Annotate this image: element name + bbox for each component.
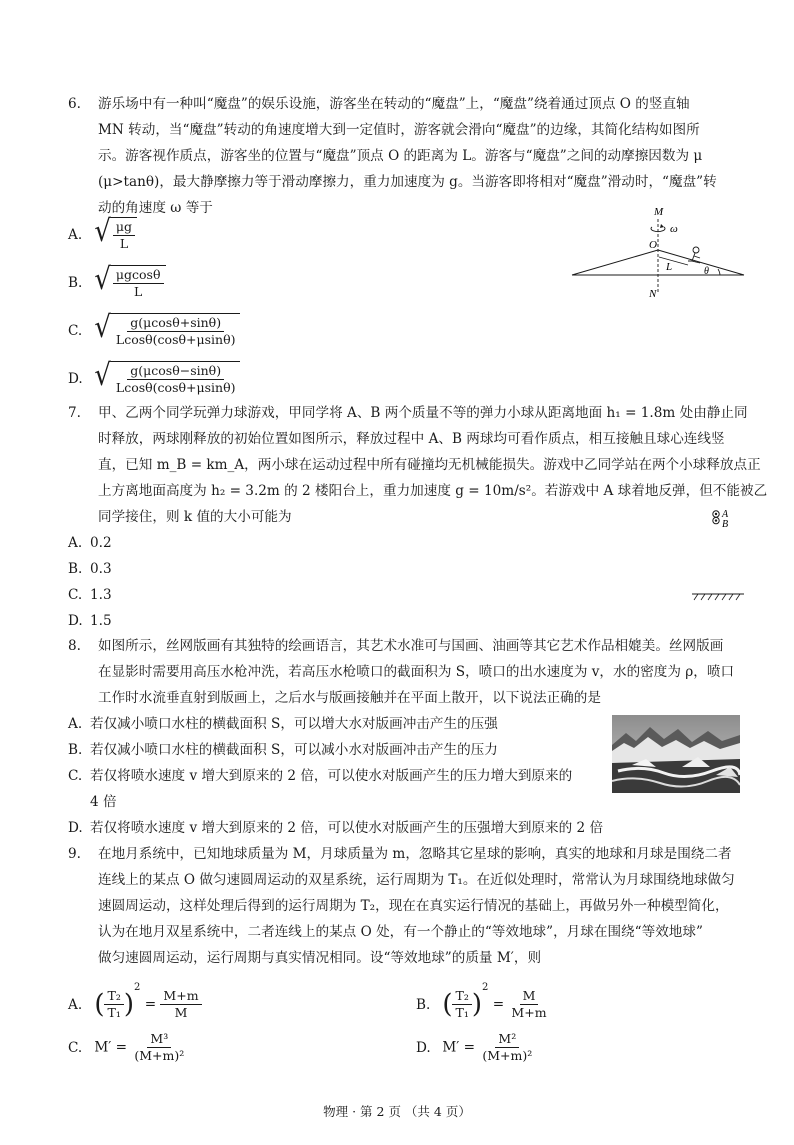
question-text-line: 示。游客视作质点，游客坐的位置与“魔盘”顶点 O 的距离为 L。游客与“魔盘”之间的动摩擦因数为 μ — [98, 148, 703, 164]
option-d[interactable] — [416, 1031, 535, 1064]
denominator: Lcosθ(cosθ+μsinθ) — [115, 332, 236, 347]
denominator: M+m — [511, 1005, 547, 1020]
numerator: μg — [113, 219, 135, 236]
disk-left-slope — [572, 250, 658, 275]
option-c[interactable] — [68, 586, 112, 604]
numerator: T₂ — [104, 988, 123, 1005]
option-c[interactable] — [68, 1031, 187, 1064]
option-text: 若仅将喷水速度 v 增大到原来的 2 倍，可以使水对版画产生的压力增大到原来的 — [90, 768, 573, 784]
option-label: C. — [68, 322, 83, 339]
option-label: D. — [68, 820, 83, 836]
sqrt-expression: √ $\frac{\mu gcos\theta}{L}$ — [94, 265, 165, 300]
question-text-line: 在地月系统中，已知地球质量为 M，月球质量为 m，忽略其它星球的影响，真实的地球和月球是围绕二者 — [98, 846, 732, 862]
option-a[interactable] — [68, 214, 137, 252]
question-number: 9. — [68, 846, 81, 862]
option-label: A. — [68, 535, 83, 551]
option-c-continued — [68, 793, 117, 811]
label-n: N — [649, 288, 657, 300]
option-label: A. — [68, 226, 83, 243]
label-b: B — [722, 519, 729, 530]
question-text-line: 速圆周运动，这样处理后得到的运行周期为 T₂，现在在真实运行情况的基础上，再做另外一种模型简化， — [98, 898, 729, 914]
option-a[interactable]: A. ( $\frac{\text{T₂}}{\text{T₁}}$ )$^2$ = $\frac{M+m}{M}$ — [68, 979, 202, 1021]
question-text-line: MN 转动，当“魔盘”转动的角速度增大到一定值时，游客就会滑向“魔盘”的边缘，其简化结构如图所 — [98, 122, 700, 138]
option-text: 若仅减小喷口水柱的横截面积 S，可以减小水对版画冲击产生的压力 — [90, 742, 498, 758]
option-label: D. — [68, 613, 83, 629]
question-text-line: 上方离地面高度为 h₂ = 3.2m 的 2 楼阳台上，重力加速度 g = 10m/s²。若游戏中 A 球着地反弹，但不能被乙 — [98, 483, 768, 499]
length-l-line — [659, 257, 688, 265]
option-text: 1.5 — [90, 613, 112, 629]
option-text: 0.3 — [90, 561, 112, 577]
numerator: T₂ — [452, 988, 471, 1005]
sqrt-expression: √ $\frac{g(\mu\cos\theta+\sin\theta)}{Lcos\theta(\cos\theta+\mu\sin\theta)}$ — [94, 313, 240, 348]
question-text-line: 直，已知 m_B = km_A，两小球在运动过程中所有碰撞均无机械能损失。游戏中乙同学站在两个小球释放点正 — [98, 457, 761, 473]
question-text-line: 动的角速度 ω 等于 — [98, 200, 213, 216]
option-a[interactable] — [68, 534, 112, 552]
option-label: D. — [416, 1039, 431, 1056]
label-theta: θ — [704, 266, 709, 277]
numerator: μgcosθ — [113, 267, 164, 284]
question-text-line: 如图所示，丝网版画有其独特的绘画语言，其艺术水准可与国画、油画等其它艺术作品相媲美。丝网版画 — [98, 638, 724, 654]
option-d[interactable] — [68, 819, 603, 837]
question-text-line: 甲、乙两个同学玩弹力球游戏，甲同学将 A、B 两个质量不等的弹力小球从距离地面 h₁ = 1.8m 处由静止同 — [98, 405, 748, 421]
option-label: B. — [68, 742, 83, 758]
option-label: C. — [68, 587, 83, 603]
visitor-head-icon — [693, 247, 699, 253]
question-text-line: 工作时水流垂直射到版画上，之后水与版画接触并在平面上散开，以下说法正确的是 — [98, 690, 601, 706]
option-d[interactable] — [68, 358, 240, 396]
question-text-line: 同学接住，则 k 值的大小可能为 — [98, 509, 292, 525]
option-c[interactable] — [68, 767, 572, 785]
denominator: (M+m)² — [482, 1048, 533, 1063]
numerator: M³ — [147, 1031, 171, 1048]
numerator: g(μcosθ−sinθ) — [127, 363, 224, 380]
option-b[interactable] — [68, 741, 498, 759]
option-label: C. — [68, 1039, 83, 1056]
option-text: 0.2 — [90, 535, 112, 551]
ground-hatch-figure — [690, 592, 746, 602]
screen-print-image — [612, 715, 740, 793]
numerator: M+m — [160, 988, 201, 1005]
ball-b-center — [715, 519, 717, 521]
option-label: B. — [68, 561, 83, 577]
denominator: T₁ — [455, 1005, 469, 1020]
question-text-line: 连线上的某点 O 做匀速圆周运动的双星系统，运行周期为 T₁。在近似处理时，常常认为月球围绕地球做匀 — [98, 872, 735, 888]
arrowhead-icon — [660, 224, 664, 228]
label-a: A — [722, 509, 729, 520]
magic-disk-figure — [570, 205, 750, 301]
option-label: A. — [68, 996, 83, 1013]
option-text: 4 倍 — [90, 794, 117, 810]
label-m: M — [654, 206, 664, 218]
option-b[interactable] — [68, 262, 166, 300]
question-number: 6. — [68, 96, 81, 112]
option-b[interactable]: B. ( $\frac{\text{T₂}}{\text{T₁}}$ )$^2$ = $\frac{M}{M+m}$ — [416, 979, 550, 1021]
denominator: (M+m)² — [134, 1048, 185, 1063]
option-text: 若仅将喷水速度 v 增大到原来的 2 倍，可以使水对版画产生的压强增大到原来的 2 倍 — [90, 820, 604, 836]
option-label: A. — [68, 716, 83, 732]
question-text-line: 时释放，两球刚释放的初始位置如图所示，释放过程中 A、B 两球均可看作质点，相互接触且球心连线竖 — [98, 431, 725, 447]
option-label: B. — [68, 274, 83, 291]
option-label: C. — [68, 768, 83, 784]
question-text-line: 在显影时需要用高压水枪冲洗，若高压水枪喷口的截面积为 S，喷口的出水速度为 v，水的密度为 ρ，喷口 — [98, 664, 735, 680]
denominator: Lcosθ(cosθ+μsinθ) — [115, 380, 236, 395]
option-a[interactable] — [68, 715, 498, 733]
question-text-line: (μ>tanθ)，最大静摩擦力等于滑动摩擦力，重力加速度为 g。当游客即将相对“魔盘”滑动时，“魔盘”转 — [98, 174, 717, 190]
denominator: L — [119, 236, 129, 251]
numerator: g(μcosθ+sinθ) — [127, 315, 224, 332]
question-number: 8. — [68, 638, 81, 654]
sqrt-expression: √ $\frac{\mu g}{L}$ — [94, 217, 137, 252]
question-text-line: 游乐场中有一种叫“魔盘”的娱乐设施，游客坐在转动的“魔盘”上，“魔盘”绕着通过顶点 O 的竖直轴 — [98, 96, 690, 112]
option-text: 若仅减小喷口水柱的横截面积 S，可以增大水对版画冲击产生的压强 — [90, 716, 498, 732]
question-text-line: 做匀速圆周运动，运行周期与真实情况相同。设“等效地球”的质量 M′，则 — [98, 950, 542, 966]
denominator: M — [174, 1005, 188, 1020]
question-text-line: 认为在地月双星系统中，二者连线上的某点 O 处，有一个静止的“等效地球”，月球在围绕“等效地球” — [98, 924, 703, 940]
numerator: M — [520, 988, 539, 1005]
denominator: T₁ — [107, 1005, 121, 1020]
balls-figure — [708, 508, 738, 530]
question-number: 7. — [68, 405, 81, 421]
option-b[interactable] — [68, 560, 112, 578]
option-label: B. — [416, 996, 431, 1013]
option-lhs: M′ = — [94, 1039, 128, 1056]
label-o: O — [649, 239, 657, 251]
label-l: L — [666, 261, 673, 273]
option-c[interactable] — [68, 310, 240, 348]
option-label: D. — [68, 370, 83, 387]
option-text: 1.3 — [90, 587, 112, 603]
numerator: M² — [495, 1031, 519, 1048]
option-lhs: M′ = — [442, 1039, 476, 1056]
option-d[interactable] — [68, 612, 112, 630]
page-footer: 物理 · 第 2 页 （共 4 页） — [323, 1104, 471, 1119]
angle-arc — [718, 269, 720, 275]
ball-a-center — [715, 513, 717, 515]
denominator: L — [134, 284, 143, 299]
sqrt-expression: √ $\frac{g(\mu\cos\theta-\sin\theta)}{Lcos\theta(\cos\theta+\mu\sin\theta)}$ — [94, 361, 240, 396]
label-omega: ω — [670, 223, 678, 235]
